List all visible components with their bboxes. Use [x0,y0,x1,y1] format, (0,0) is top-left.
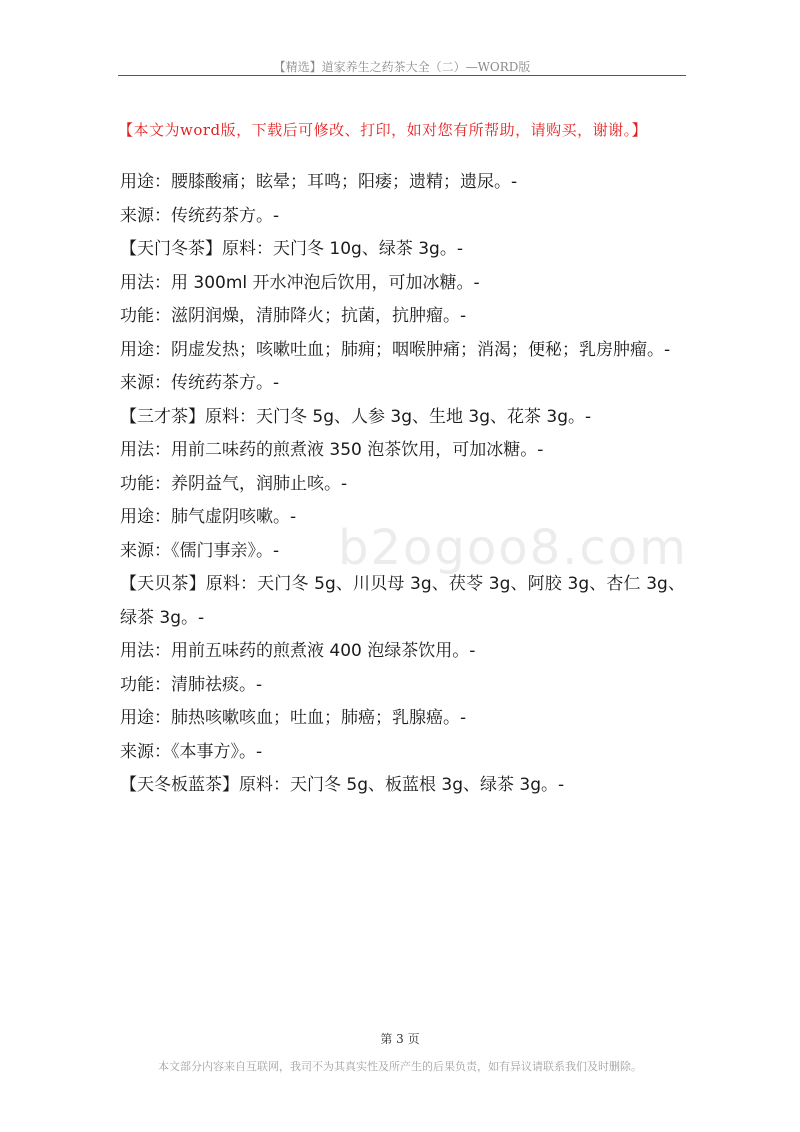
text-line: 来源：传统药茶方。- [120,373,280,393]
text-line: 功能：养阴益气，润肺止咳。- [120,473,348,494]
document-body [120,166,685,803]
watermark: b2ogoo8.com [338,520,688,576]
page-footer-disclaimer: 本文部分内容来自互联网，我司不为其真实性及所产生的后果负责，如有异议请联系我们及时删除。 [158,1060,642,1073]
text-line: 【天门冬茶】原料：天门冬 10g、绿茶 3g。- [120,239,463,259]
download-notice: 【本文为word版，下载后可修改、打印，如对您有所帮助，请购买，谢谢。】 [118,121,648,139]
text-line: 用途：腰膝酸痛；眩晕；耳鸣；阳痿；遗精；遗尿。- [120,172,518,192]
text-paragraph: 【天贝茶】原料：天门冬 5g、川贝母 3g、茯苓 3g、阿胶 3g、杏仁 3g、绿茶 3g。- [120,574,685,628]
page-header: 【精选】道家养生之药茶大全（二）—WORD版 [273,60,531,74]
text-line: 用途：肺气虚阴咳嗽。- [120,507,297,527]
text-line: 来源：《儒门事亲》。- [120,540,280,561]
text-line: 用法：用前二味药的煎煮液 350 泡茶饮用，可加冰糖。- [120,440,544,460]
text-line: 【天冬板蓝茶】原料：天门冬 5g、板蓝根 3g、绿茶 3g。- [120,775,565,795]
text-line: 【三才茶】原料：天门冬 5g、人参 3g、生地 3g、花茶 3g。- [120,406,592,427]
text-line: 来源：《本事方》。- [120,741,263,762]
page-number: 第 3 页 [380,1032,420,1046]
text-line: 功能：清肺祛痰。- [120,674,263,695]
text-line: 来源：传统药茶方。- [120,205,280,226]
text-line: 用法：用前五味药的煎煮液 400 泡绿茶饮用。- [120,641,476,661]
text-line: 用途：肺热咳嗽咳血；吐血；肺癌；乳腺癌。- [120,708,467,728]
text-line: 用法：用 300ml 开水冲泡后饮用，可加冰糖。- [120,272,480,293]
text-paragraph: 用途：阴虚发热；咳嗽吐血；肺痈；咽喉肿痛；消渴；便秘；乳房肿瘤。- [120,339,671,360]
text-line: 功能：滋阴润燥，清肺降火；抗菌，抗肿瘤。- [120,306,467,326]
header-divider [118,75,686,76]
